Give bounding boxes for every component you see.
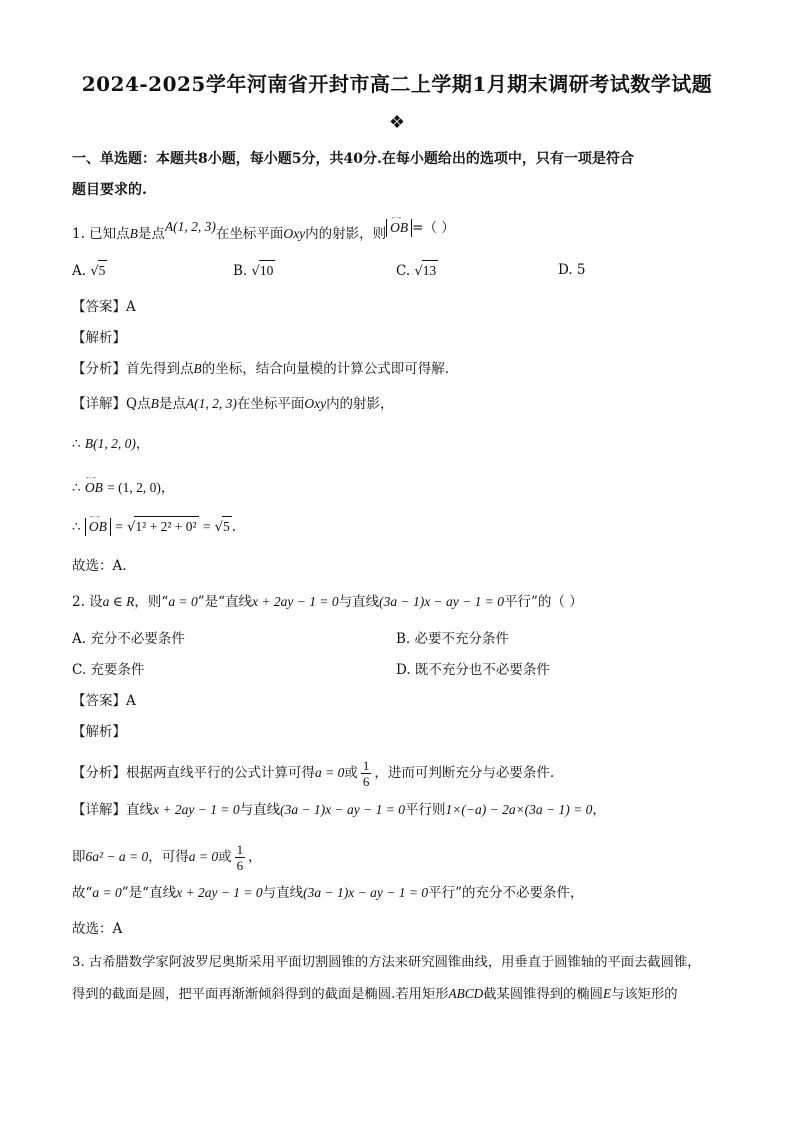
q3-stem-line1: 3. 古希腊数学家阿波罗尼奥斯采用平面切割圆锥的方法来研究圆锥曲线，用垂直于圆锥轴的平面去截圆锥，: [72, 955, 701, 970]
q2-step-equation: 即6a² − a = 0，可得a = 0或 $\frac{1}{6}$ ，: [72, 842, 262, 873]
q1-step-b: ∴ B(1, 2, 0)，: [72, 436, 150, 452]
q1-option-c: C. √13: [396, 260, 438, 282]
q2-conclusion: 故“a = 0”是“直线x + 2ay − 1 = 0与直线(3a − 1)x − ay − 1 = 0平行”的充分不必要条件，: [72, 885, 584, 901]
q1-option-b: B. √10: [233, 260, 275, 282]
fraction-one-sixth: $\frac{1}{6}$: [236, 842, 244, 873]
section-heading-line2: 题目要求的.: [72, 182, 147, 198]
q1-xiangjie: 【详解】Q点B是点A(1, 2, 3)在坐标平面Oxy内的射影，: [72, 396, 394, 412]
q1-stem: 1. 已知点B是点A(1, 2, 3)在坐标平面Oxy内的射影，则←→ OB =（ ）: [72, 224, 455, 244]
q1-choose: 故选：A.: [72, 558, 127, 574]
q1-option-a: A. √5: [72, 260, 107, 282]
q1-fenxi: 【分析】首先得到点B的坐标，结合向量模的计算公式即可得解.: [72, 361, 450, 377]
q2-option-b: B. 必要不充分条件: [396, 631, 510, 647]
q3-stem-line2: 得到的截面是圆，把平面再渐渐倾斜得到的截面是椭圆.若用矩形ABCD截某圆锥得到的椭圆E与该矩形的: [72, 986, 678, 1002]
q2-choose: 故选：A: [72, 921, 123, 937]
q1-step-modulus: ∴ ←→ OB = √1² + 2² + 0² = √5 .: [72, 516, 236, 538]
q2-option-c: C. 充要条件: [72, 662, 145, 678]
fraction-one-sixth: $\frac{1}{6}$: [362, 758, 370, 789]
q2-xiangjie: 【详解】直线x + 2ay − 1 = 0与直线(3a − 1)x − ay − 1 = 0平行则1×(−a) − 2a×(3a − 1) = 0，: [72, 802, 606, 818]
exam-title: 2024-2025学年河南省开封市高二上学期1月期末调研考试数学试题: [81, 72, 713, 96]
q1-answer: 【答案】A: [72, 299, 136, 315]
q1-step-vector: ∴ ←→ OB = (1, 2, 0)，: [72, 478, 174, 498]
q2-answer: 【答案】A: [72, 693, 136, 709]
section-heading-line1: 一、单选题：本题共8小题，每小题5分，共40分.在每小题给出的选项中，只有一项是符合: [72, 151, 634, 167]
q2-analysis-label: 【解析】: [72, 724, 126, 740]
q1-analysis-label: 【解析】: [72, 330, 126, 346]
q2-option-a: A. 充分不必要条件: [72, 631, 185, 647]
q2-fenxi: 【分析】根据两直线平行的公式计算可得a = 0或 $\frac{1}{6}$ ，进而可判断充分与必要条件.: [72, 758, 555, 789]
q2-option-d: D. 既不充分也不必要条件: [396, 662, 550, 678]
q2-stem: 2. 设a ∈ R，则“a = 0”是“直线x + 2ay − 1 = 0与直线(3a − 1)x − ay − 1 = 0平行”的（ ）: [72, 594, 583, 610]
divider-ornament: ❖: [388, 112, 406, 133]
q1-option-d: D. 5: [558, 262, 586, 278]
